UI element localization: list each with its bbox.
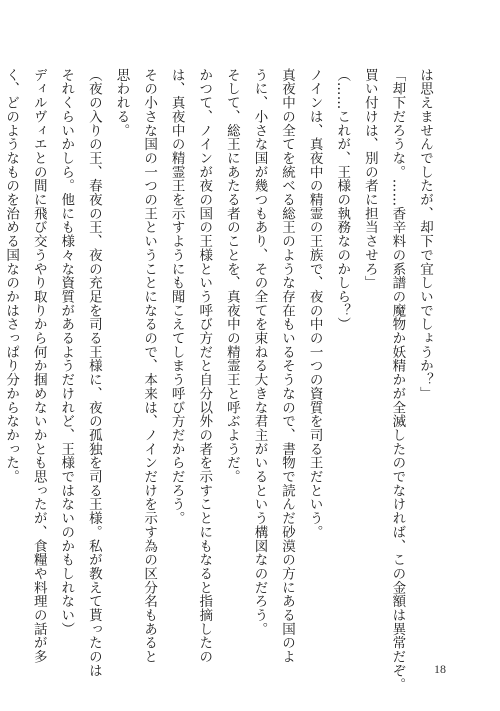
text-line-1: は思えませんでしたが、却下で宜しいでしょうか？」 [417,68,433,401]
text-line-14: （夜の入りの王、春夜の王、夜の充足を司る王様に、夜の孤独を司る王様。私が教えて貰ったのは [85,68,102,678]
text-line-8: うに、小さな国が幾つもあり、その全てを束ねる大きな君主がいるという構図なのだろう。 [251,68,268,636]
text-line-13: 思われる。 [113,68,130,138]
text-line-7: 真夜中の全てを統べる総王のような存在もいるそうなので、書物で読んだ砂漠の方にある国のよ [279,68,296,664]
text-line-10: かつて、ノインが夜の国の王様という呼び方だと自分以外の者を示すことにもなると指摘したの [196,68,213,664]
text-line-15: それくらいかしら。他にも様々な資質があるようだけれど、王様ではないのかもしれない） [58,68,75,636]
text-line-2: 「却下だろうな。……香辛料の系譜の魔物か妖精かが全滅したのでなければ、この金額は異常だぞ。 [389,68,406,692]
page-number: 18 [434,662,446,676]
text-line-3: 買い付けは、別の者に担当させろ」 [361,68,378,290]
text-line-5: （……これが、王様の執務なのかしら？） [334,68,351,332]
vertical-text-body [0,68,438,692]
text-line-12: その小さな国の一つの王ということになるので、本来は、ノインだけを示す為の区分名もあると [141,68,158,664]
text-line-16: ディルヴィエとの間に飛び交うやり取りから何か掴めないかとも思ったが、食糧や料理の話が多 [30,68,47,664]
text-line-9: そして、総王にあたる者のことを、真夜中の精霊王と呼ぶようだ。 [223,68,240,484]
text-line-6: ノインは、真夜中の精霊の王族で、夜の中の一つの資質を司る王だという。 [306,68,323,539]
text-line-11: は、真夜中の精霊王を示すようにも聞こえてしまう呼び方だからだろう。 [168,68,185,526]
text-line-17: く、どのようなものを治める国なのかはさっぱり分からなかった。 [3,68,20,484]
